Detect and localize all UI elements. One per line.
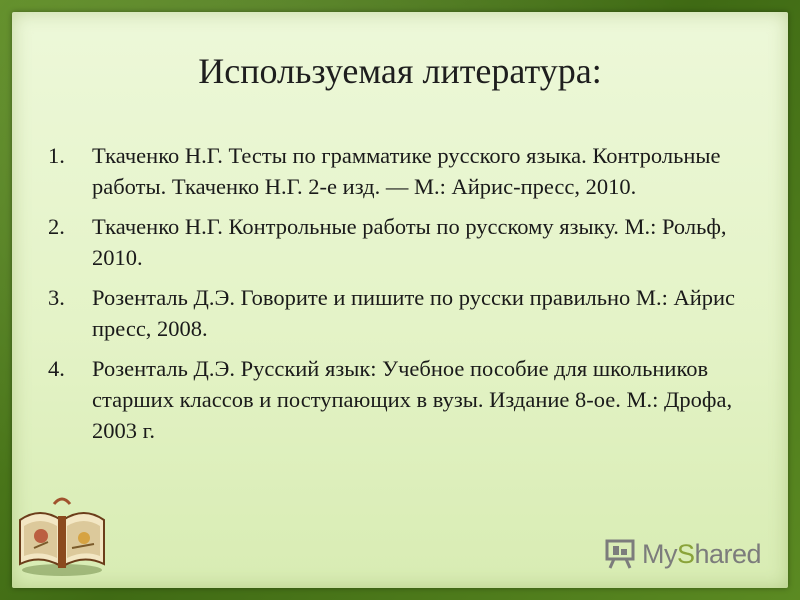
reference-text: Розенталь Д.Э. Говорите и пишите по русски правильно М.: Айрис пресс, 2008. bbox=[92, 285, 736, 341]
reference-number: 1. bbox=[48, 143, 65, 168]
reference-number: 4. bbox=[48, 356, 65, 381]
brand-wordmark: MyShared bbox=[642, 538, 762, 569]
presentation-board-icon bbox=[604, 537, 638, 571]
reference-text: Ткаченко Н.Г. Контрольные работы по русскому языку. М.: Рольф, 2010. bbox=[92, 214, 727, 270]
list-item bbox=[48, 282, 748, 344]
reference-text: Ткаченко Н.Г. Тесты по грамматике русского языка. Контрольные работы. Ткаченко Н.Г. 2-е изд. — М.: Айрис-пресс, 2010. bbox=[92, 143, 721, 199]
reference-number: 3. bbox=[48, 285, 65, 310]
reference-number: 2. bbox=[48, 214, 65, 239]
myshared-logo bbox=[604, 536, 761, 572]
reference-text: Розенталь Д.Э. Русский язык: Учебное пособие для школьников старших классов и поступающих в вузы. Издание 8-ое. М.: Дрофа, 2003 г. bbox=[92, 356, 733, 443]
list-item bbox=[48, 353, 748, 446]
list-item bbox=[48, 140, 748, 202]
slide-title: Используемая литература: bbox=[198, 51, 602, 91]
open-book-icon bbox=[14, 490, 110, 578]
reference-list bbox=[48, 140, 748, 455]
list-item bbox=[48, 211, 748, 273]
